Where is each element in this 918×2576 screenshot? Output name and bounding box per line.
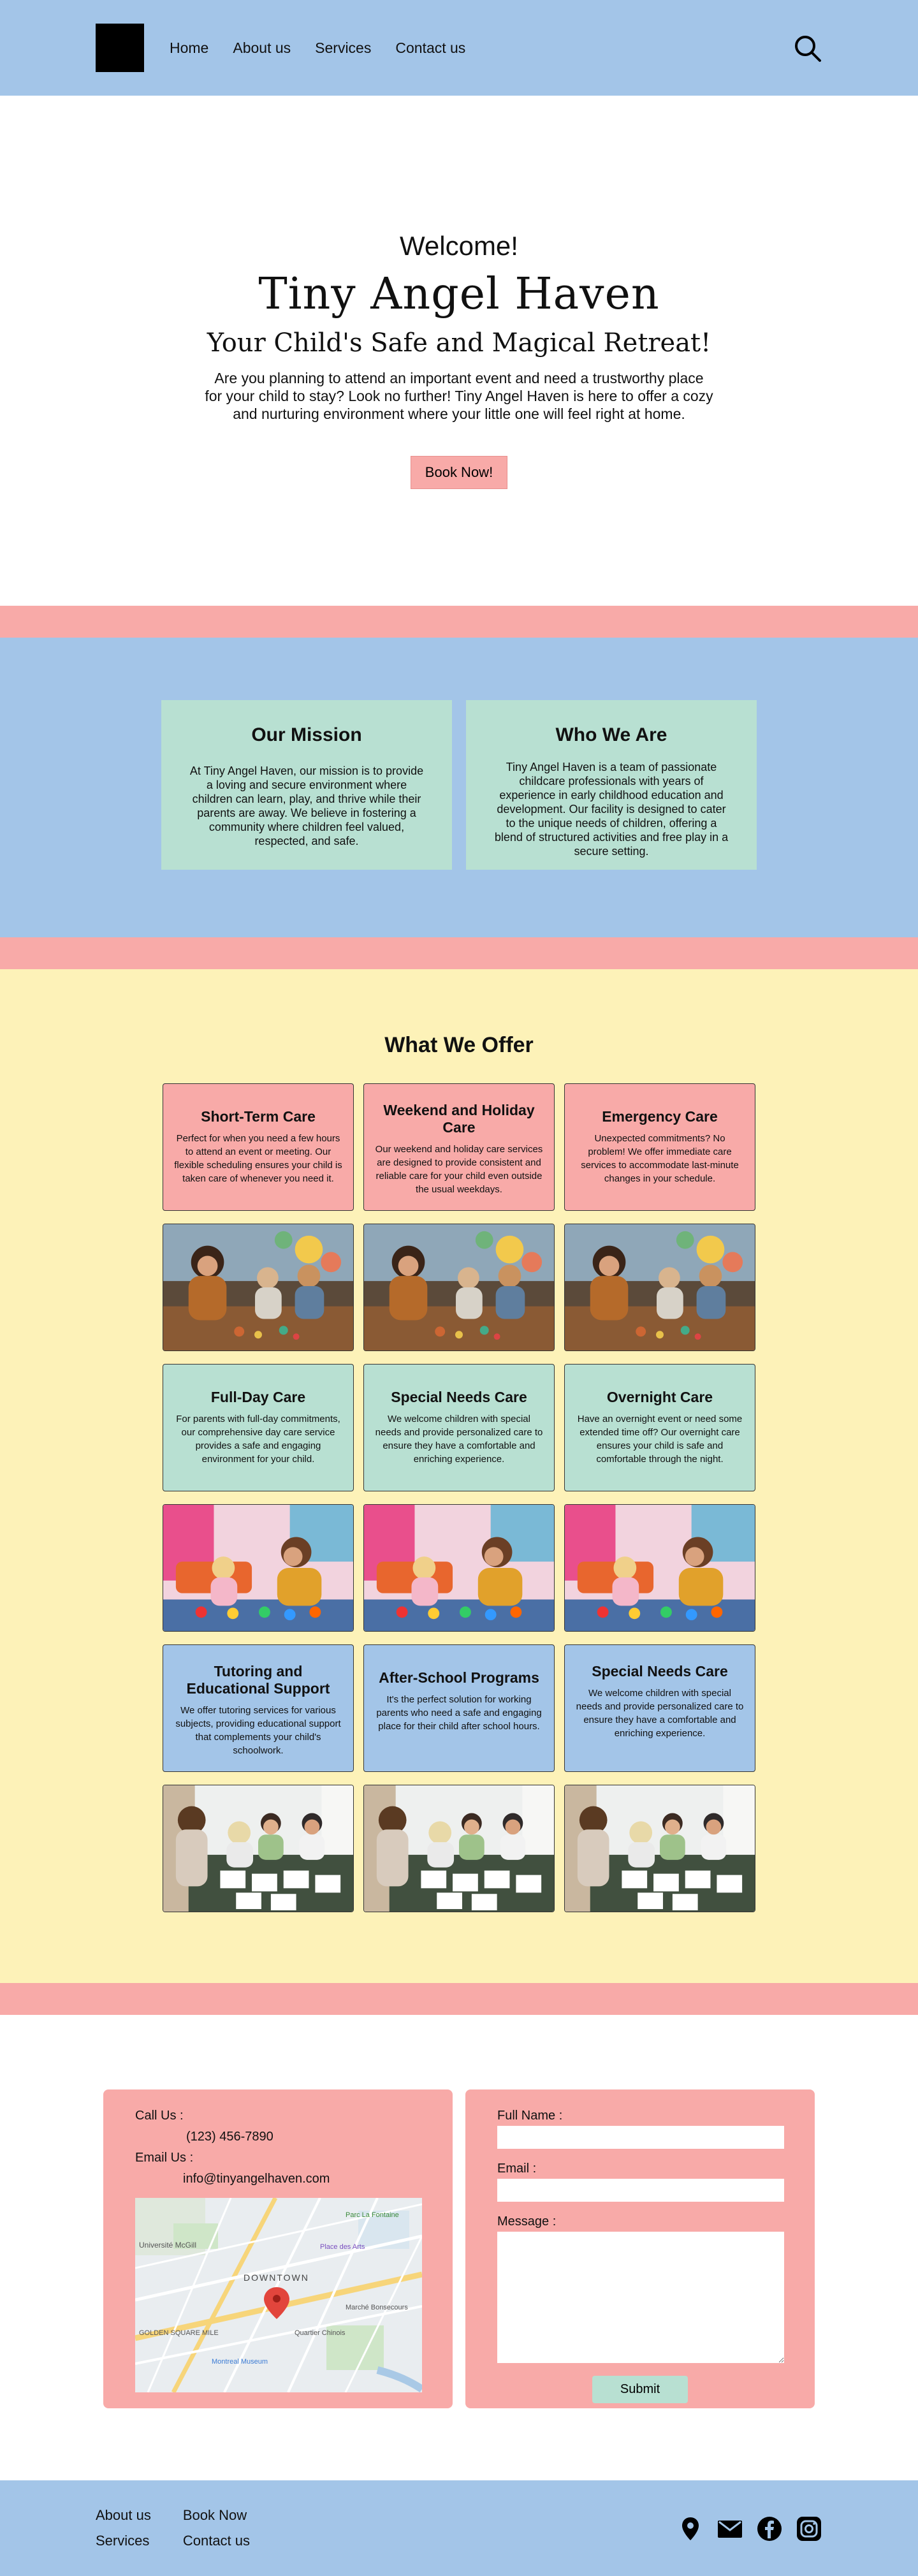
service-title: Full-Day Care (210, 1389, 306, 1405)
message-textarea[interactable] (497, 2232, 784, 2363)
service-text: Perfect for when you need a few hours to attend an event or meeting. Our flexible scheduling ensures your child is taken care of whenever you need it. (174, 1133, 342, 1184)
service-text: It's the perfect solution for working parents who need a safe and engaging place for their child after school hours. (376, 1694, 542, 1732)
service-photo (163, 1785, 354, 1912)
mission-text: At Tiny Angel Haven, our mission is to provide a loving and secure environment where children can learn, play, and thrive while their parents are away. We believe in fostering a community where children feel valued, respected, and safe. (189, 765, 424, 847)
full-name-label: Full Name : (497, 2109, 563, 2123)
service-photo (163, 1504, 354, 1632)
service-card (564, 1083, 755, 1211)
who-we-are-text: Tiny Angel Haven is a team of passionate childcare professionals with years of experience in early childhood education and development. Our facility is designed to cater to the unique needs of children, offering a blend of structured activities and free play in a secure setting. (494, 761, 729, 858)
instagram-icon[interactable] (796, 2515, 822, 2542)
service-title: Emergency Care (602, 1108, 718, 1125)
children-photo-illustration (163, 1505, 353, 1631)
map-label: DOWNTOWN (244, 2272, 309, 2283)
search-icon[interactable] (793, 34, 822, 63)
footer-link-services[interactable]: Services (96, 2533, 150, 2549)
email-input[interactable] (497, 2179, 784, 2202)
social-links (677, 2515, 822, 2542)
call-label: Call Us : (135, 2109, 184, 2123)
map-graphic (135, 2198, 422, 2392)
hero-brand-title: Tiny Angel Haven (258, 269, 660, 319)
service-card (363, 1364, 555, 1491)
service-title: Overnight Care (606, 1389, 713, 1405)
mission-title: Our Mission (251, 724, 362, 745)
service-text: Unexpected commitments? No problem! We offer immediate care services to accommodate last-minute changes in your schedule. (581, 1133, 739, 1184)
offer-title: What We Offer (384, 1033, 534, 1057)
contact-section (0, 2015, 918, 2480)
contact-form-panel (465, 2089, 815, 2408)
site-footer (0, 2480, 918, 2576)
who-we-are-card (466, 700, 757, 870)
email-field-label: Email : (497, 2162, 537, 2176)
who-we-are-title: Who We Are (555, 724, 667, 745)
phone-number[interactable]: (123) 456-7890 (186, 2130, 273, 2144)
message-label: Message : (497, 2214, 557, 2228)
service-photo (564, 1785, 755, 1912)
map-label: Quartier Chinois (295, 2329, 346, 2337)
divider-stripe (0, 937, 918, 969)
footer-link-book-now[interactable]: Book Now (182, 2507, 247, 2523)
children-photo-illustration (565, 1224, 755, 1350)
map-label: Parc La Fontaine (346, 2211, 399, 2219)
submit-button[interactable]: Submit (592, 2376, 688, 2403)
service-title: Special Needs Care (391, 1389, 527, 1405)
offer-section (0, 969, 918, 1983)
hero-intro: Are you planning to attend an important event and need a trustworthy place for your child to stay? Look no further! Tiny Angel Haven is here to offer a cozy and nurturing environment where your little one will feel right at home. (205, 370, 713, 422)
hero-tagline: Your Child's Safe and Magical Retreat! (207, 328, 711, 358)
map-label: Montreal Museum (212, 2358, 268, 2366)
map-label: GOLDEN SQUARE MILE (139, 2329, 219, 2337)
nav-about-us[interactable]: About us (233, 39, 291, 56)
service-card (363, 1083, 555, 1211)
map-label: Université McGill (139, 2241, 197, 2250)
service-photo (363, 1504, 555, 1632)
full-name-input[interactable] (497, 2126, 784, 2149)
location-map[interactable] (135, 2198, 422, 2392)
about-section (0, 638, 918, 937)
map-label: Marché Bonsecours (346, 2304, 408, 2311)
service-card (163, 1644, 354, 1772)
nav-home[interactable]: Home (170, 39, 209, 56)
email-address[interactable]: info@tinyangelhaven.com (183, 2172, 330, 2186)
service-title: Short-Term Care (201, 1108, 316, 1125)
nav-contact-us[interactable]: Contact us (395, 39, 466, 56)
hero-welcome: Welcome! (400, 231, 518, 261)
map-label: Place des Arts (320, 2243, 365, 2251)
mission-card (161, 700, 452, 870)
service-card (564, 1644, 755, 1772)
mail-icon[interactable] (717, 2515, 743, 2542)
contact-info-panel (103, 2089, 453, 2408)
service-text: We welcome children with special needs and provide personalized care to ensure they have a comfortable and enriching experience. (576, 1688, 744, 1739)
children-photo-illustration (364, 1224, 554, 1350)
service-text: Our weekend and holiday care services are designed to provide consistent and reliable care for your child even outside the usual weekdays. (375, 1144, 543, 1195)
location-pin-icon[interactable] (677, 2515, 704, 2542)
children-photo-illustration (163, 1785, 353, 1912)
service-card (163, 1364, 354, 1491)
email-label: Email Us : (135, 2151, 194, 2165)
service-photo (163, 1224, 354, 1351)
service-photo (564, 1504, 755, 1632)
children-photo-illustration (565, 1785, 755, 1912)
children-photo-illustration (565, 1505, 755, 1631)
nav-services[interactable]: Services (315, 39, 372, 56)
book-now-button[interactable]: Book Now! (411, 456, 507, 489)
divider-stripe (0, 606, 918, 638)
footer-link-about-us[interactable]: About us (96, 2507, 151, 2523)
footer-links-col-1 (96, 2507, 151, 2549)
service-title: After-School Programs (379, 1669, 539, 1686)
logo[interactable] (96, 24, 144, 72)
service-card (363, 1644, 555, 1772)
footer-link-contact-us[interactable]: Contact us (182, 2533, 251, 2549)
service-title: Special Needs Care (592, 1663, 728, 1680)
service-title: Tutoring and Educational Support (186, 1663, 330, 1697)
children-photo-illustration (364, 1785, 554, 1912)
service-text: For parents with full-day commitments, our comprehensive day care service provides a safe and engaging environment for your child. (176, 1414, 340, 1465)
children-photo-illustration (364, 1505, 554, 1631)
service-text: We welcome children with special needs and provide personalized care to ensure they have a comfortable and enriching experience. (375, 1414, 543, 1465)
service-card (163, 1083, 354, 1211)
service-text: Have an overnight event or need some extended time off? Our overnight care ensures your child is safe and comfortable through the night. (577, 1414, 743, 1465)
divider-stripe (0, 1983, 918, 2015)
service-text: We offer tutoring services for various subjects, providing educational support that complements your child's schoolwork. (175, 1705, 341, 1756)
facebook-icon[interactable] (756, 2515, 783, 2542)
main-nav (170, 40, 465, 57)
services-grid (163, 1083, 755, 1912)
footer-links-col-2 (183, 2507, 250, 2549)
site-header (0, 0, 918, 96)
service-photo (363, 1224, 555, 1351)
service-title: Weekend and Holiday Care (383, 1102, 535, 1136)
service-photo (564, 1224, 755, 1351)
service-card (564, 1364, 755, 1491)
service-photo (363, 1785, 555, 1912)
children-photo-illustration (163, 1224, 353, 1350)
hero-section (0, 96, 918, 606)
